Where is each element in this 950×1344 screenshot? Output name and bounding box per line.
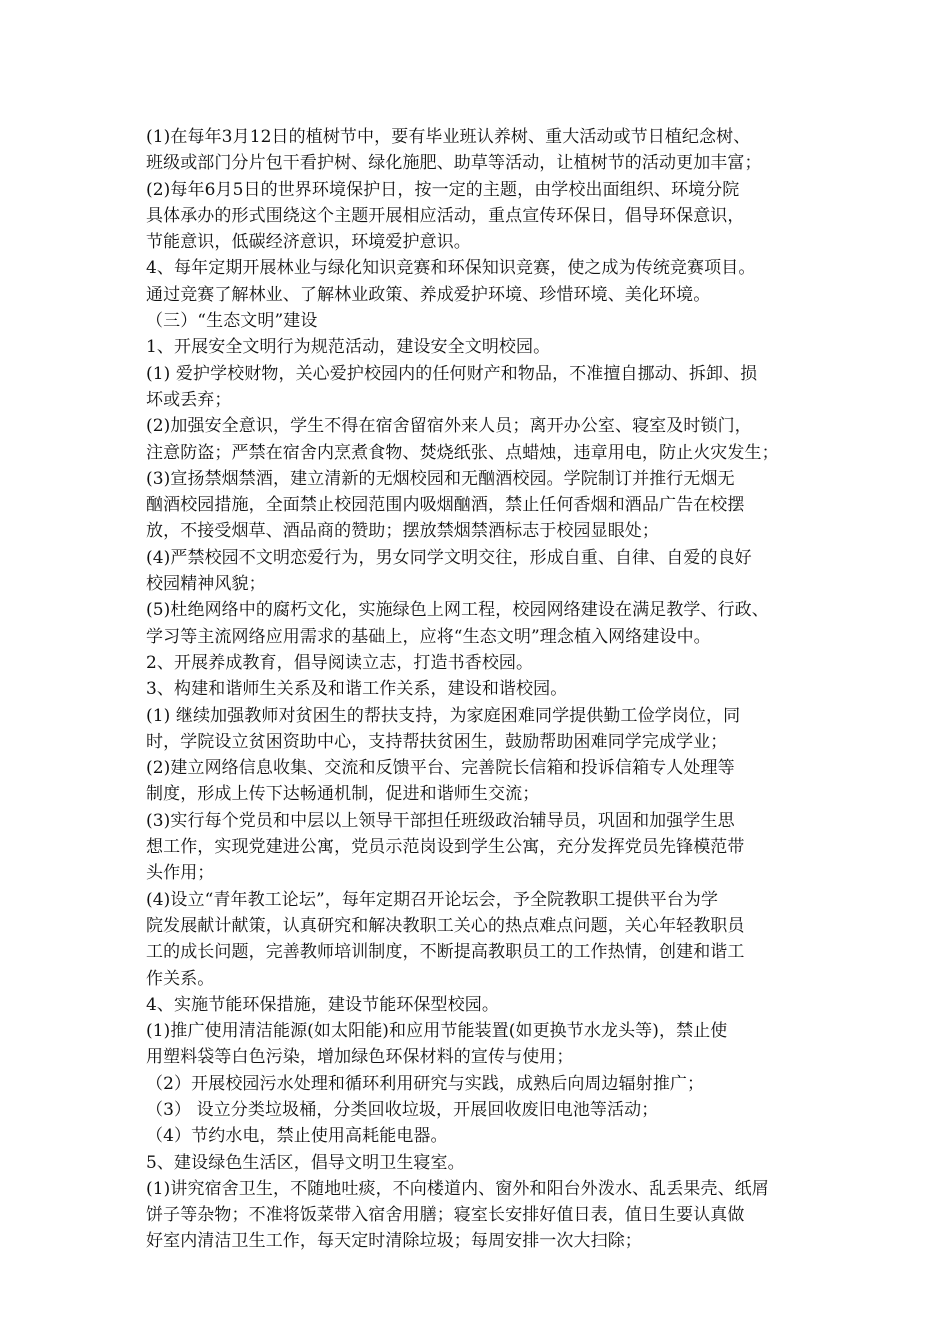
text-line: 作关系。 bbox=[146, 968, 215, 989]
text-line: (2)建立网络信息收集、交流和反馈平台、完善院长信箱和投诉信箱专人处理等 bbox=[146, 758, 735, 779]
text-line: 注意防盗；严禁在宿舍内烹煮食物、焚烧纸张、点蜡烛，违章用电，防止火灾发生； bbox=[146, 442, 779, 463]
text-line: 班级或部门分片包干看护树、绿化施肥、助草等活动，让植树节的活动更加丰富； bbox=[146, 153, 762, 174]
text-line: (4)严禁校园不文明恋爱行为，男女同学文明交往，形成自重、自律、自爱的良好 bbox=[146, 547, 752, 568]
text-line: 时，学院设立贫困资助中心，支持帮扶贫困生，鼓励帮助困难同学完成学业； bbox=[146, 731, 728, 752]
text-line: 学习等主流网络应用需求的基础上，应将“生态文明”理念植入网络建设中。 bbox=[146, 626, 711, 647]
text-line: (3)实行每个党员和中层以上领导干部担任班级政治辅导员，巩固和加强学生思 bbox=[146, 810, 735, 831]
text-line: (2)加强安全意识，学生不得在宿舍留宿外来人员；离开办公室、寝室及时锁门， bbox=[146, 416, 752, 437]
text-line: 放，不接受烟草、酒品商的赞助；摆放禁烟禁酒标志于校园显眼处； bbox=[146, 521, 659, 542]
text-line: 节能意识，低碳经济意识，环境爱护意识。 bbox=[146, 232, 471, 253]
text-line: 通过竞赛了解林业、了解林业政策、养成爱护环境、珍惜环境、美化环境。 bbox=[146, 284, 711, 305]
document-body bbox=[146, 124, 826, 1255]
text-line: (1) 爱护学校财物，关心爱护校园内的任何财产和物品，不准擅自挪动、拆卸、损 bbox=[146, 363, 758, 384]
text-line: (5)杜绝网络中的腐朽文化，实施绿色上网工程，校园网络建设在满足教学、行政、 bbox=[146, 600, 769, 621]
text-line: 工的成长问题，完善教师培训制度，不断提高教职员工的工作热情，创建和谐工 bbox=[146, 942, 745, 963]
text-line: (1)在每年3月12日的植树节中，要有毕业班认养树、重大活动或节日植纪念树、 bbox=[146, 127, 751, 147]
text-line: 5、建设绿色生活区，倡导文明卫生寝室。 bbox=[146, 1152, 465, 1173]
text-line: (4)设立“青年教工论坛”，每年定期召开论坛会，予全院教职工提供平台为学 bbox=[146, 889, 719, 910]
text-line: 4、每年定期开展林业与绿化知识竞赛和环保知识竞赛，使之成为传统竞赛项目。 bbox=[146, 258, 756, 279]
text-line: 3、构建和谐师生关系及和谐工作关系，建设和谐校园。 bbox=[146, 679, 568, 700]
text-line: 院发展献计献策，认真研究和解决教职工关心的热点难点问题，关心年轻教职员 bbox=[146, 915, 745, 936]
text-line: 1、开展安全文明行为规范活动，建设安全文明校园。 bbox=[146, 337, 551, 358]
text-line: 2、开展养成教育，倡导阅读立志，打造书香校园。 bbox=[146, 652, 534, 673]
text-line: 具体承办的形式围绕这个主题开展相应活动，重点宣传环保日，倡导环保意识， bbox=[146, 205, 745, 226]
text-line: (1)讲究宿舍卫生，不随地吐痰，不向楼道内、窗外和阳台外泼水、乱丢果壳、纸屑 bbox=[146, 1178, 769, 1199]
text-line: (3)宣扬禁烟禁酒，建立清新的无烟校园和无酗酒校园。学院制订并推行无烟无 bbox=[146, 468, 735, 489]
text-line: 好室内清洁卫生工作，每天定时清除垃圾；每周安排一次大扫除； bbox=[146, 1231, 642, 1252]
text-line: (1) 继续加强教师对贫困生的帮扶支持，为家庭困难同学提供勤工俭学岗位，同 bbox=[146, 705, 741, 726]
text-line: 饼子等杂物；不准将饭菜带入宿舍用膳；寝室长安排好值日表，值日生要认真做 bbox=[146, 1205, 745, 1226]
text-line: 坏或丢弃； bbox=[146, 389, 232, 410]
text-line: (1)推广使用清洁能源(如太阳能)和应用节能装置(如更换节水龙头等)，禁止使 bbox=[146, 1021, 728, 1042]
text-line: 酗酒校园措施，全面禁止校园范围内吸烟酗酒，禁止任何香烟和酒品广告在校摆 bbox=[146, 495, 745, 516]
text-line: 想工作，实现党建进公寓，党员示范岗设到学生公寓，充分发挥党员先锋模范带 bbox=[146, 837, 745, 858]
text-line: 制度，形成上传下达畅通机制，促进和谐师生交流； bbox=[146, 784, 540, 805]
text-line: (2)每年6月5日的世界环境保护日，按一定的主题，由学校出面组织、环境分院 bbox=[146, 179, 740, 200]
text-line: 4、实施节能环保措施，建设节能环保型校园。 bbox=[146, 994, 499, 1015]
text-line: 头作用； bbox=[146, 863, 215, 884]
text-line: 校园精神风貌； bbox=[146, 574, 266, 595]
text-line: （2）开展校园污水处理和循环利用研究与实践，成熟后向周边辐射推广； bbox=[146, 1073, 705, 1094]
text-line: （3） 设立分类垃圾桶，分类回收垃圾，开展回收废旧电池等活动； bbox=[146, 1099, 659, 1120]
text-line: （4）节约水电，禁止使用高耗能电器。 bbox=[146, 1126, 448, 1147]
text-line: 用塑料袋等白色污染，增加绿色环保材料的宣传与使用； bbox=[146, 1047, 574, 1068]
section-heading: （三）“生态文明”建设 bbox=[146, 311, 318, 332]
